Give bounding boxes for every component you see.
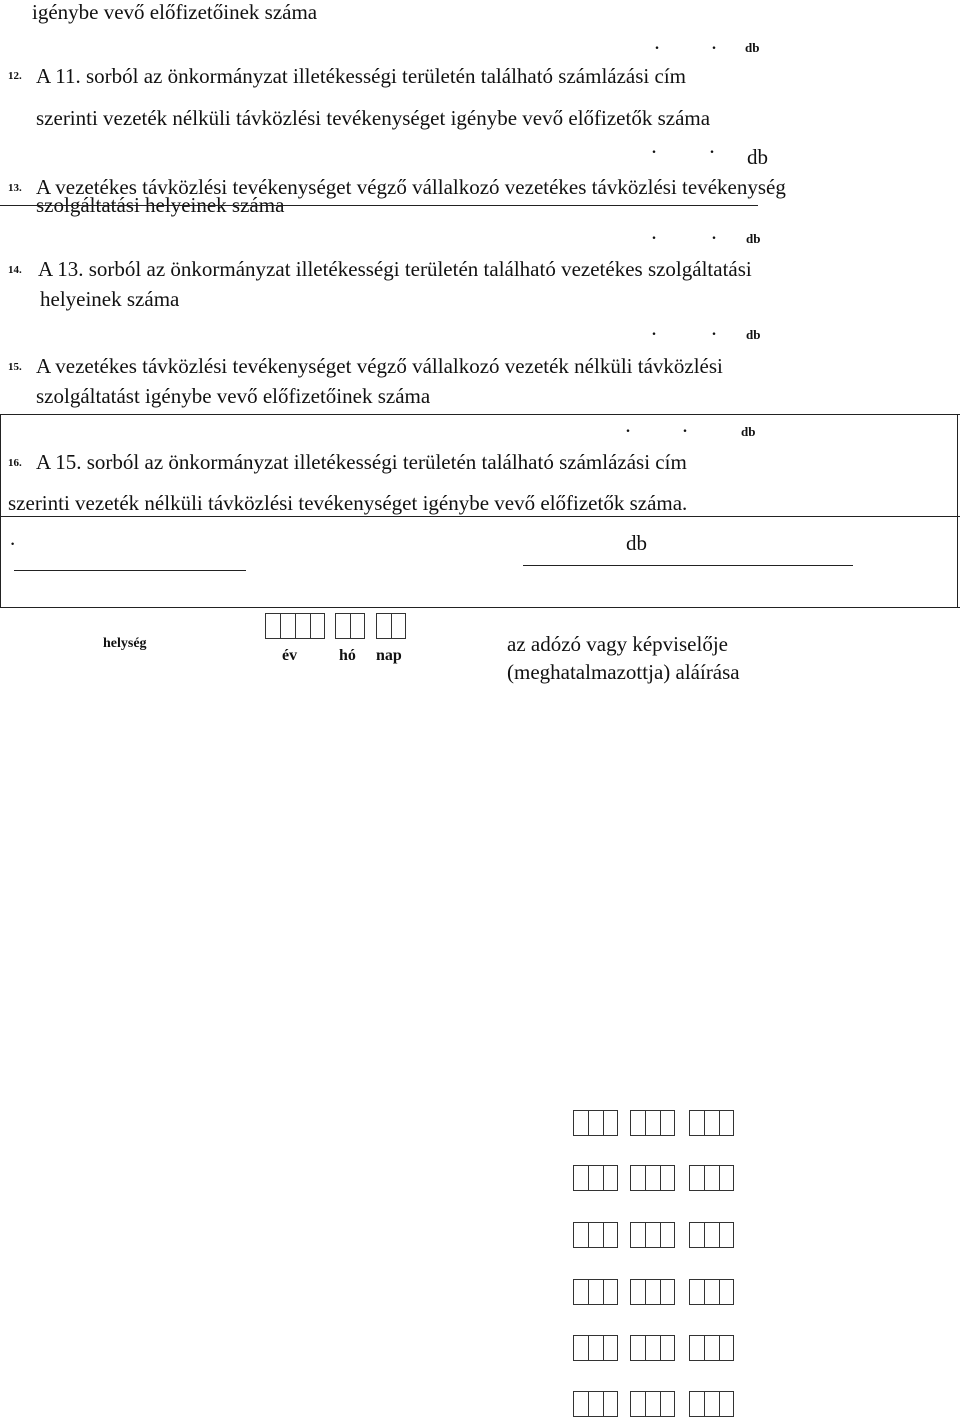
code-digit-box[interactable] <box>573 1279 588 1305</box>
code-digit-box[interactable] <box>719 1222 734 1248</box>
item-15-line1: A vezetékes távközlési tevékenységet végző vállalkozó vezeték nélküli távközlési <box>36 354 723 378</box>
value-line-left <box>14 570 246 571</box>
day-digit-box[interactable] <box>376 613 391 639</box>
code-digit-box[interactable] <box>630 1165 645 1191</box>
item-15-number: 15. <box>8 361 22 373</box>
code-box-group[interactable] <box>573 1335 618 1361</box>
code-digit-box[interactable] <box>588 1391 603 1417</box>
code-digit-box[interactable] <box>704 1165 719 1191</box>
code-digit-box[interactable] <box>573 1335 588 1361</box>
underline <box>0 205 758 206</box>
year-digit-box[interactable] <box>295 613 310 639</box>
item-14-line1: A 13. sorból az önkormányzat illetékességi területén található vezetékes szolgáltatási <box>38 257 752 281</box>
code-digit-box[interactable] <box>660 1391 675 1417</box>
code-digit-box[interactable] <box>603 1110 618 1136</box>
item-15-line2: szolgáltatást igénybe vevő előfizetőinek száma <box>36 384 431 408</box>
code-box-group[interactable] <box>573 1165 618 1191</box>
item-16-number: 16. <box>8 457 22 469</box>
code-digit-box[interactable] <box>660 1279 675 1305</box>
code-digit-box[interactable] <box>573 1165 588 1191</box>
code-box-group[interactable] <box>573 1279 618 1305</box>
code-digit-box[interactable] <box>719 1391 734 1417</box>
code-digit-box[interactable] <box>645 1165 660 1191</box>
section-border-right <box>957 414 958 608</box>
code-digit-box[interactable] <box>588 1335 603 1361</box>
code-digit-box[interactable] <box>630 1110 645 1136</box>
code-box-group[interactable] <box>573 1391 618 1417</box>
value-dot: . <box>10 526 16 550</box>
code-box-group[interactable] <box>689 1391 734 1417</box>
day-label: nap <box>376 647 402 664</box>
year-digit-box[interactable] <box>265 613 280 639</box>
item-14-number: 14. <box>8 264 22 276</box>
code-digit-box[interactable] <box>630 1391 645 1417</box>
code-digit-box[interactable] <box>719 1335 734 1361</box>
code-digit-box[interactable] <box>689 1222 704 1248</box>
year-label: év <box>282 647 298 664</box>
code-digit-box[interactable] <box>704 1335 719 1361</box>
code-box-group[interactable] <box>630 1222 675 1248</box>
code-digit-box[interactable] <box>603 1335 618 1361</box>
code-digit-box[interactable] <box>645 1110 660 1136</box>
item-14-line2: helyeinek száma <box>40 287 180 311</box>
value-dot: . <box>652 140 656 157</box>
code-digit-box[interactable] <box>588 1222 603 1248</box>
code-box-group[interactable] <box>573 1222 618 1248</box>
code-box-group[interactable] <box>689 1279 734 1305</box>
code-box-group[interactable] <box>689 1222 734 1248</box>
code-digit-box[interactable] <box>719 1165 734 1191</box>
code-box-group[interactable] <box>630 1335 675 1361</box>
section-border-bottom <box>0 607 960 608</box>
code-digit-box[interactable] <box>645 1279 660 1305</box>
row-separator <box>0 516 960 517</box>
section-border-top <box>0 414 960 415</box>
value-dot: . <box>712 36 716 53</box>
unit-db: db <box>741 424 756 439</box>
year-boxes[interactable] <box>265 613 325 639</box>
code-digit-box[interactable] <box>660 1222 675 1248</box>
signer-caption-line2: (meghatalmazottja) aláírása <box>507 660 740 684</box>
code-digit-box[interactable] <box>588 1279 603 1305</box>
unit-db: db <box>626 531 647 555</box>
code-digit-box[interactable] <box>689 1279 704 1305</box>
value-dot: . <box>683 419 687 436</box>
value-line-right <box>523 565 853 566</box>
code-digit-box[interactable] <box>630 1279 645 1305</box>
code-digit-box[interactable] <box>689 1165 704 1191</box>
value-dot: . <box>626 419 630 436</box>
code-box-group[interactable] <box>630 1279 675 1305</box>
code-box-group[interactable] <box>573 1110 618 1136</box>
section-border-left <box>0 414 1 608</box>
item-13-number: 13. <box>8 182 22 194</box>
code-box-group[interactable] <box>689 1165 734 1191</box>
code-digit-box[interactable] <box>689 1110 704 1136</box>
code-box-group[interactable] <box>630 1110 675 1136</box>
code-digit-box[interactable] <box>704 1222 719 1248</box>
unit-db: db <box>747 145 768 169</box>
code-box-group[interactable] <box>630 1391 675 1417</box>
code-digit-box[interactable] <box>603 1165 618 1191</box>
code-digit-box[interactable] <box>573 1222 588 1248</box>
value-dot: . <box>655 36 659 53</box>
code-digit-box[interactable] <box>573 1110 588 1136</box>
item-16-line1: A 15. sorból az önkormányzat illetékességi területén található számlázási cím <box>36 450 687 474</box>
month-digit-box[interactable] <box>335 613 350 639</box>
code-digit-box[interactable] <box>719 1279 734 1305</box>
code-digit-box[interactable] <box>704 1110 719 1136</box>
day-boxes[interactable] <box>376 613 406 639</box>
item-13-line2: szolgáltatási helyeinek száma <box>36 193 285 217</box>
value-dot: . <box>712 322 716 339</box>
code-digit-box[interactable] <box>603 1222 618 1248</box>
code-digit-box[interactable] <box>704 1279 719 1305</box>
code-digit-box[interactable] <box>660 1165 675 1191</box>
code-digit-box[interactable] <box>603 1279 618 1305</box>
code-digit-box[interactable] <box>660 1335 675 1361</box>
code-box-group[interactable] <box>630 1165 675 1191</box>
code-digit-box[interactable] <box>645 1222 660 1248</box>
value-dot: . <box>652 322 656 339</box>
code-digit-box[interactable] <box>630 1335 645 1361</box>
place-label: helység <box>103 636 147 651</box>
code-digit-box[interactable] <box>588 1110 603 1136</box>
item-13-line1: A vezetékes távközlési tevékenységet végző vállalkozó vezetékes távközlési tevékenység <box>36 175 786 199</box>
code-digit-box[interactable] <box>630 1222 645 1248</box>
month-label: hó <box>339 647 356 664</box>
code-digit-box[interactable] <box>719 1110 734 1136</box>
code-box-group[interactable] <box>689 1335 734 1361</box>
item-12-line2: szerinti vezeték nélküli távközlési tevékenységet igénybe vevő előfizetők száma <box>36 106 711 130</box>
unit-db: db <box>745 40 760 55</box>
signer-caption-line1: az adózó vagy képviselője <box>507 632 728 656</box>
code-digit-box[interactable] <box>660 1110 675 1136</box>
item-11-tail: igénybe vevő előfizetőinek száma <box>32 0 318 24</box>
code-digit-box[interactable] <box>603 1391 618 1417</box>
code-digit-box[interactable] <box>588 1165 603 1191</box>
month-digit-box[interactable] <box>350 613 365 639</box>
day-digit-box[interactable] <box>391 613 406 639</box>
item-16-line2: szerinti vezeték nélküli távközlési tevékenységet igénybe vevő előfizetők száma. <box>8 491 688 515</box>
code-digit-box[interactable] <box>689 1335 704 1361</box>
code-digit-box[interactable] <box>689 1391 704 1417</box>
year-digit-box[interactable] <box>280 613 295 639</box>
value-dot: . <box>652 226 656 243</box>
item-12-line1: A 11. sorból az önkormányzat illetékességi területén található számlázási cím <box>36 64 686 88</box>
value-dot: . <box>710 140 714 157</box>
item-12-number: 12. <box>8 70 22 82</box>
month-boxes[interactable] <box>335 613 365 639</box>
code-digit-box[interactable] <box>573 1391 588 1417</box>
code-digit-box[interactable] <box>645 1335 660 1361</box>
code-box-group[interactable] <box>689 1110 734 1136</box>
unit-db: db <box>746 327 761 342</box>
value-dot: . <box>712 226 716 243</box>
year-digit-box[interactable] <box>310 613 325 639</box>
code-digit-box[interactable] <box>704 1391 719 1417</box>
unit-db: db <box>746 231 761 246</box>
code-digit-box[interactable] <box>645 1391 660 1417</box>
